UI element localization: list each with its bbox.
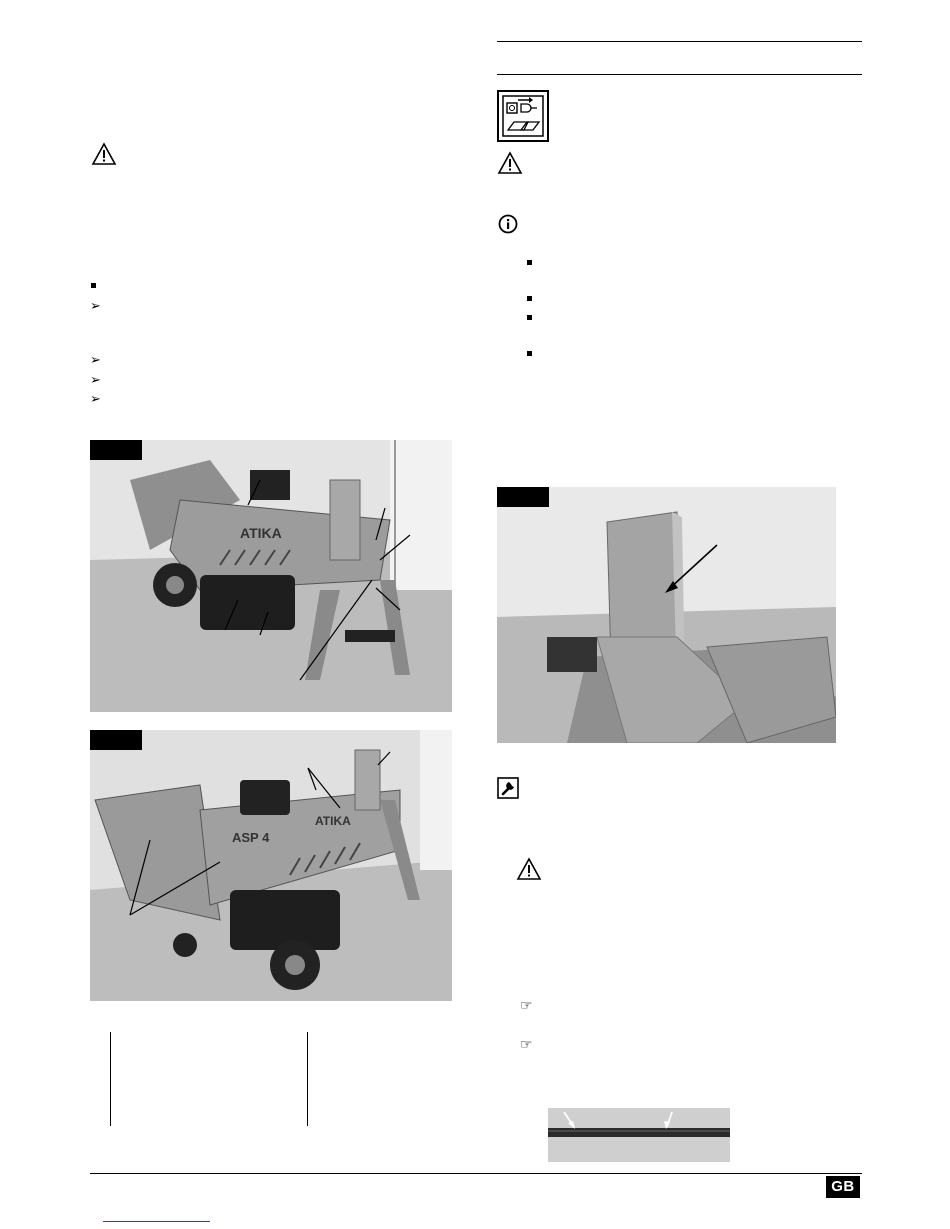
warning-icon (91, 142, 117, 166)
hand-pointer-icon: ☞ (520, 1037, 533, 1053)
piston-rod-illustration (548, 1108, 730, 1162)
arrow-bullet-icon: ➢ (90, 373, 101, 388)
arrow-bullet-icon: ➢ (90, 299, 101, 314)
warning-icon (497, 151, 523, 175)
arrow-bullet-icon: ➢ (90, 353, 101, 368)
figure-2-brand-text: ATIKA (315, 814, 351, 828)
figure-2-model-text: ASP 4 (232, 830, 270, 845)
read-manual-unplug-icon (497, 90, 549, 142)
figure-1-photo (90, 440, 452, 712)
figure-2-photo (90, 730, 452, 1001)
arrow-bullet-icon: ➢ (90, 392, 101, 407)
hand-pointer-icon: ☞ (520, 998, 533, 1014)
wrench-icon (497, 777, 519, 799)
right-second-rule (497, 74, 862, 75)
figure-3-tag (497, 487, 549, 507)
footer-rule (90, 1173, 862, 1174)
figure-1-tag (90, 440, 142, 460)
bullet-square (527, 315, 532, 320)
footer-link-underline[interactable] (103, 1221, 210, 1222)
right-top-rule (497, 41, 862, 42)
bullet-square (527, 260, 532, 265)
figure-1-brand-text: ATIKA (240, 525, 282, 541)
figure-2-tag (90, 730, 142, 750)
table-divider-left (110, 1032, 111, 1126)
table-divider-middle (307, 1032, 308, 1126)
info-icon (498, 214, 518, 234)
piston-rod-photo (548, 1108, 730, 1162)
warning-icon (516, 857, 542, 881)
log-splitter-illustration-1 (90, 440, 452, 712)
language-badge: GB (826, 1176, 860, 1198)
bullet-square (527, 351, 532, 356)
figure-3-photo (497, 487, 836, 743)
bullet-square (91, 283, 96, 288)
bullet-square (527, 296, 532, 301)
log-splitter-illustration-2 (90, 730, 452, 1001)
splitting-wedge-illustration (497, 487, 836, 743)
